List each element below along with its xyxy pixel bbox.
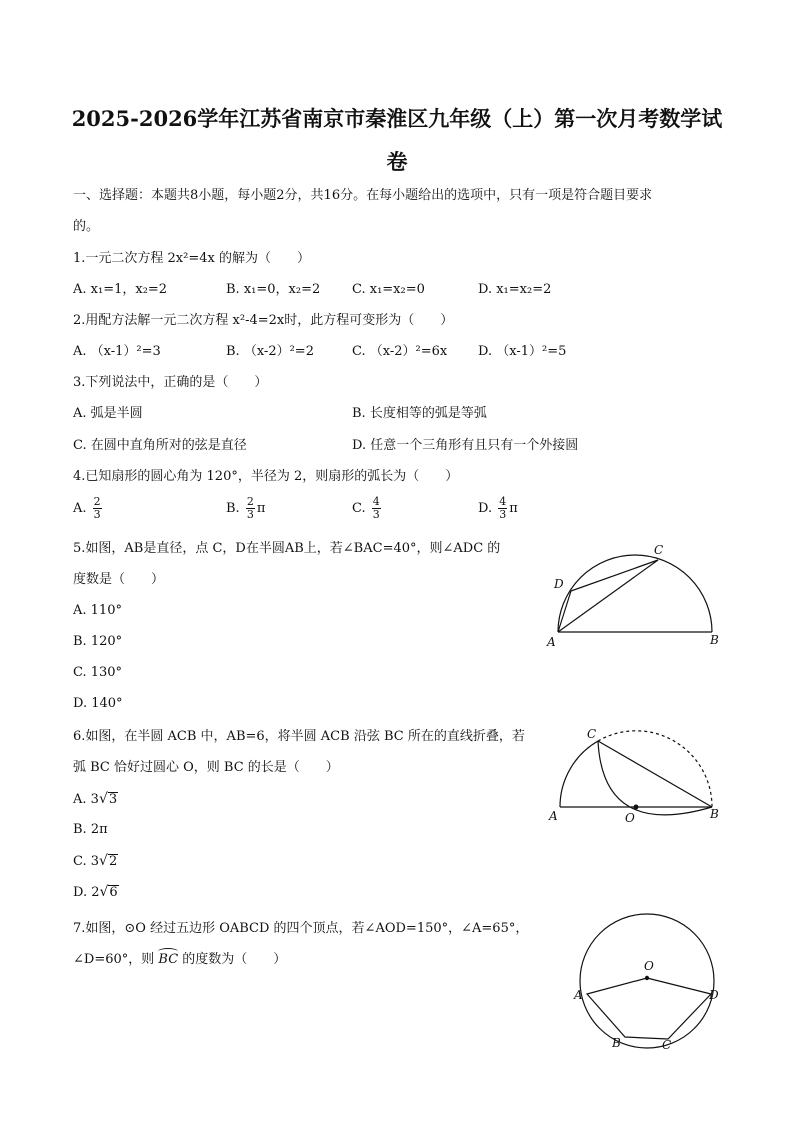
q1-option-a: A. x₁=1，x₂=2 [73,282,168,297]
q6-stem: 6.如图，在半圆 ACB 中，AB=6，将半圆 ACB 沿弦 BC 所在的直线折叠，若 [73,729,525,744]
q5-semicircle-arc [558,555,712,632]
q7-label-b: B [612,1036,621,1050]
q6-semicircle-left-arc [560,741,598,807]
section-header: 一、选择题：本题共8小题，每小题2分，共16分。在每小题给出的选项中，只有一项是符合题目要求 [73,188,653,203]
q7-circle [580,914,714,1048]
q2-option-a: A. （x-1）²=3 [73,344,161,359]
q1-option-b: B. x₁=0，x₂=2 [226,282,321,297]
q6-option-c: C. 3√2 [73,853,118,869]
q6-center-point [634,805,639,810]
page-title-continued: 卷 [386,149,408,174]
q6-label-c: C [587,727,597,741]
q7-label-o: O [644,959,654,973]
q1-stem: 1.一元二次方程 2x²=4x 的解为（ ） [73,251,310,266]
q1-option-d: D. x₁=x₂=2 [478,282,552,297]
q6-label-b: B [710,807,719,821]
q5-option-d: D. 140° [73,696,123,711]
radicand: 3 [108,792,118,807]
q5-label-a: A [547,635,556,649]
q2-option-d: D. （x-1）²=5 [478,344,567,359]
radicand: 2 [108,854,118,869]
q5-label-d: D [554,577,564,591]
q4-option-a [73,496,104,521]
q7-label-a: A [574,988,583,1002]
q2-stem: 2.用配方法解一元二次方程 x²-4=2x时，此方程可变形为（ ） [73,313,454,328]
q5-label-c: C [654,543,664,557]
q7-stem-continued: ∠D=60°，则 BC 的度数为（ ） [73,952,287,967]
q6-option-a: A. 3√3 [73,791,118,807]
fraction: $\frac{4}{3}$ [499,495,507,521]
q6-folded-arc [598,741,712,815]
q2-option-b: B. （x-2）²=2 [226,344,314,359]
q5-chord-dc [571,560,658,591]
page-title: 2025-2026学年江苏省南京市秦淮区九年级（上）第一次月考数学试 [71,106,723,131]
q6-option-d: D. 2√6 [73,884,118,900]
q5-figure [540,540,730,652]
q6-label-a: A [549,809,558,823]
q4-option-a-label: A. [73,501,87,516]
q5-chord-ac [558,560,658,632]
q3-option-b: B. 长度相等的弧是等弧 [352,406,487,421]
q7-stem: 7.如图，⊙O 经过五边形 OABCD 的四个顶点，若∠AOD=150°，∠A=65°， [73,921,529,936]
q6-label-o: O [625,811,635,825]
q5-stem-continued: 度数是（ ） [73,572,165,587]
q5-label-b: B [710,633,719,647]
q3-option-c: C. 在圆中直角所对的弦是直径 [73,438,247,453]
q7-label-c: C [662,1038,672,1052]
q7-center-point [645,976,649,980]
q6-figure [545,724,730,829]
q2-option-c: C. （x-2）²=6x [352,344,448,359]
q3-option-a: A. 弧是半圆 [73,406,143,421]
q5-chord-ad [558,591,571,632]
radicand: 6 [109,885,118,900]
q3-option-d: D. 任意一个三角形有且只有一个外接圆 [352,438,579,453]
q4-option-c-label: C. [352,501,366,516]
q5-option-a: A. 110° [73,603,122,618]
q6-stem-continued: 弧 BC 恰好过圆心 O，则 BC 的长是（ ） [73,760,339,775]
q5-stem: 5.如图，AB是直径，点 C，D在半圆AB上，若∠BAC=40°，则∠ADC 的 [73,541,501,556]
arc-bc: BC [158,952,179,967]
fraction: $\frac{4}{3}$ [372,495,380,521]
q5-option-b: B. 120° [73,634,123,649]
q4-option-c [352,496,383,521]
q7-figure [565,908,735,1058]
q4-option-b-label: B. [226,501,240,516]
q1-option-c: C. x₁=x₂=0 [352,282,425,297]
q4-option-d: D. $\frac{4}{3}$ π [478,495,518,521]
fraction: $\frac{2}{3}$ [93,495,101,521]
q5-option-c: C. 130° [73,665,123,680]
fraction: $\frac{2}{3}$ [246,495,254,521]
q4-option-d-label: D. [478,501,493,516]
q7-label-d: D [709,988,719,1002]
q4-stem: 4.已知扇形的圆心角为 120°，半径为 2，则扇形的弧长为（ ） [73,469,459,484]
q6-chord-bc [598,741,712,807]
q6-option-b: B. 2π [73,822,108,837]
q3-stem: 3.下列说法中，正确的是（ ） [73,375,268,390]
section-header-continued: 的。 [73,219,100,234]
q4-option-b: B. $\frac{2}{3}$ π [226,495,266,521]
